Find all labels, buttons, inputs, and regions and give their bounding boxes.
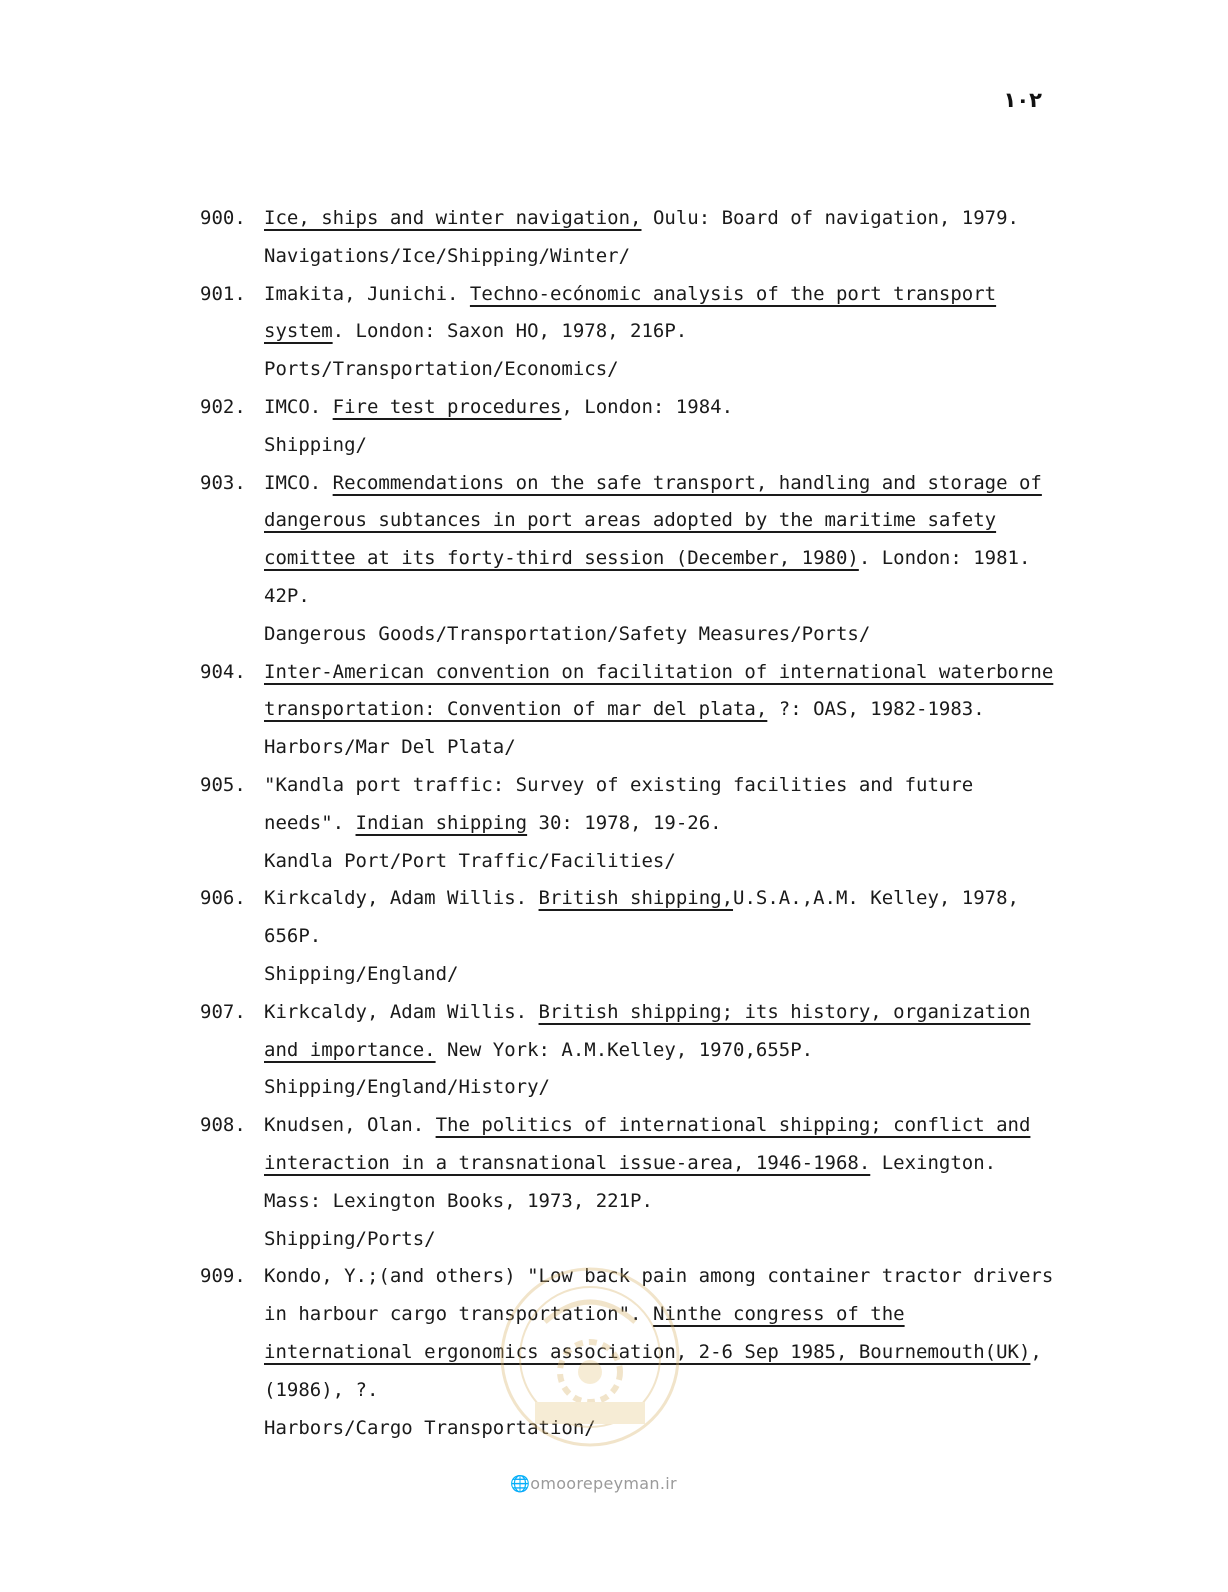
entry-subjects: Shipping/ [264,433,367,456]
entry-citation [264,276,1060,352]
entry-number: 906. [200,887,246,910]
entry-citation [264,465,1060,616]
entry-number: 908. [200,1114,246,1137]
bibliography-entry [200,994,1060,1107]
entry-publication: Oulu: Board of navigation, 1979. [641,207,1019,229]
entry-publication: New York: A.M.Kelley, 1970,655P. [435,1038,814,1061]
entry-subjects: Harbors/Cargo Transportation/ [264,1416,596,1439]
globe-icon: 🌐 [510,1474,531,1493]
entry-subjects: Navigations/Ice/Shipping/Winter/ [264,244,631,267]
page-number: ۱۰۲ [1003,88,1042,112]
entry-title: Ice, ships and winter navigation, [264,207,642,229]
entry-title: British shipping, [538,887,734,910]
entry-publication: . London: Saxon HO, 1978, 216P. [332,320,688,343]
entry-number: 907. [200,1000,246,1023]
entry-subjects: Dangerous Goods/Transportation/Safety Measures/Ports/ [264,622,871,645]
entry-citation [264,654,1060,730]
entry-subjects: Shipping/Ports/ [264,1227,436,1250]
entry-publication: , London: 1984. [561,395,734,418]
entry-title: British shipping; its history, organization and importance. [264,1000,1031,1061]
bibliography-entry [200,389,1060,465]
bibliography-entry [200,880,1060,993]
entry-citation [264,389,1060,427]
entry-subjects: Harbors/Mar Del Plata/ [264,736,516,759]
bibliography-entry [200,767,1060,880]
entry-title: Techno-ecónomic analysis of the port transport system [264,282,997,343]
entry-number: 903. [200,471,246,494]
entry-citation [264,767,1060,843]
bibliography-entry [200,465,1060,654]
bibliography-entry [200,1107,1060,1258]
entry-title: Fire test procedures [332,395,562,418]
entry-title: The politics of international shipping; conflict and interaction in a transnational issue-area, 1946-1968. [264,1114,1031,1174]
bibliography-list [200,200,1060,1447]
entry-citation [264,880,1060,956]
entry-author: Kirkcaldy, Adam Willis. [264,887,539,910]
entry-publication: . London: 1981. 42P. [264,547,1031,607]
entry-author: IMCO. [264,471,333,494]
entry-publication: , (1986), ?. [264,1340,1042,1401]
entry-citation [264,1258,1060,1409]
watermark-text: omoorepeyman.ir [530,1474,677,1493]
entry-citation [264,994,1060,1070]
bibliography-entry [200,654,1060,767]
entry-title: Indian shipping [355,811,528,834]
entry-author: "Kandla port traffic: Survey of existing facilities and future needs". [264,773,974,834]
entry-subjects: Ports/Transportation/Economics/ [264,358,619,381]
entry-title: Recommendations on the safe transport, handling and storage of dangerous subtances in port areas adopted by the maritime safety comittee at its forty-third session (December, 1980) [264,471,1042,570]
entry-publication: ?: OAS, 1982-1983. [767,698,985,721]
entry-number: 901. [200,282,246,305]
entry-number: 905. [200,773,246,796]
entry-publication: U.S.A.,A.M. Kelley, 1978, 656P. [264,887,1019,948]
entry-title: Ninthe congress of the international ergonomics association, 2-6 Sep 1985, Bournemouth(UK) [264,1303,1031,1363]
bibliography-entry [200,200,1060,276]
entry-author: Knudsen, Olan. [264,1114,436,1137]
entry-author: Kirkcaldy, Adam Willis. [264,1000,539,1023]
entry-subjects: Shipping/England/History/ [264,1076,550,1099]
bibliography-entry [200,276,1060,389]
entry-citation [264,1107,1060,1220]
entry-author: Kondo, Y.;(and others) "Low back pain among container tractor drivers in harbour cargo transportation". [264,1265,1054,1326]
entry-publication: 30: 1978, 19-26. [527,811,722,834]
entry-subjects: Shipping/England/ [264,962,459,985]
bibliography-entry [200,1258,1060,1447]
entry-number: 900. [200,207,246,229]
entry-publication: Lexington. Mass: Lexington Books, 1973, 221P. [264,1151,997,1212]
watermark-url [510,1474,677,1493]
entry-author: IMCO. [264,395,333,418]
entry-number: 904. [200,660,246,683]
entry-citation [264,200,1060,238]
entry-title: Inter-American convention on facilitation of international waterborne transportation: Convention of mar del plata, [264,660,1054,721]
entry-number: 902. [200,395,246,418]
entry-author: Imakita, Junichi. [264,282,470,305]
entry-subjects: Kandla Port/Port Traffic/Facilities/ [264,849,676,872]
entry-number: 909. [200,1265,246,1288]
